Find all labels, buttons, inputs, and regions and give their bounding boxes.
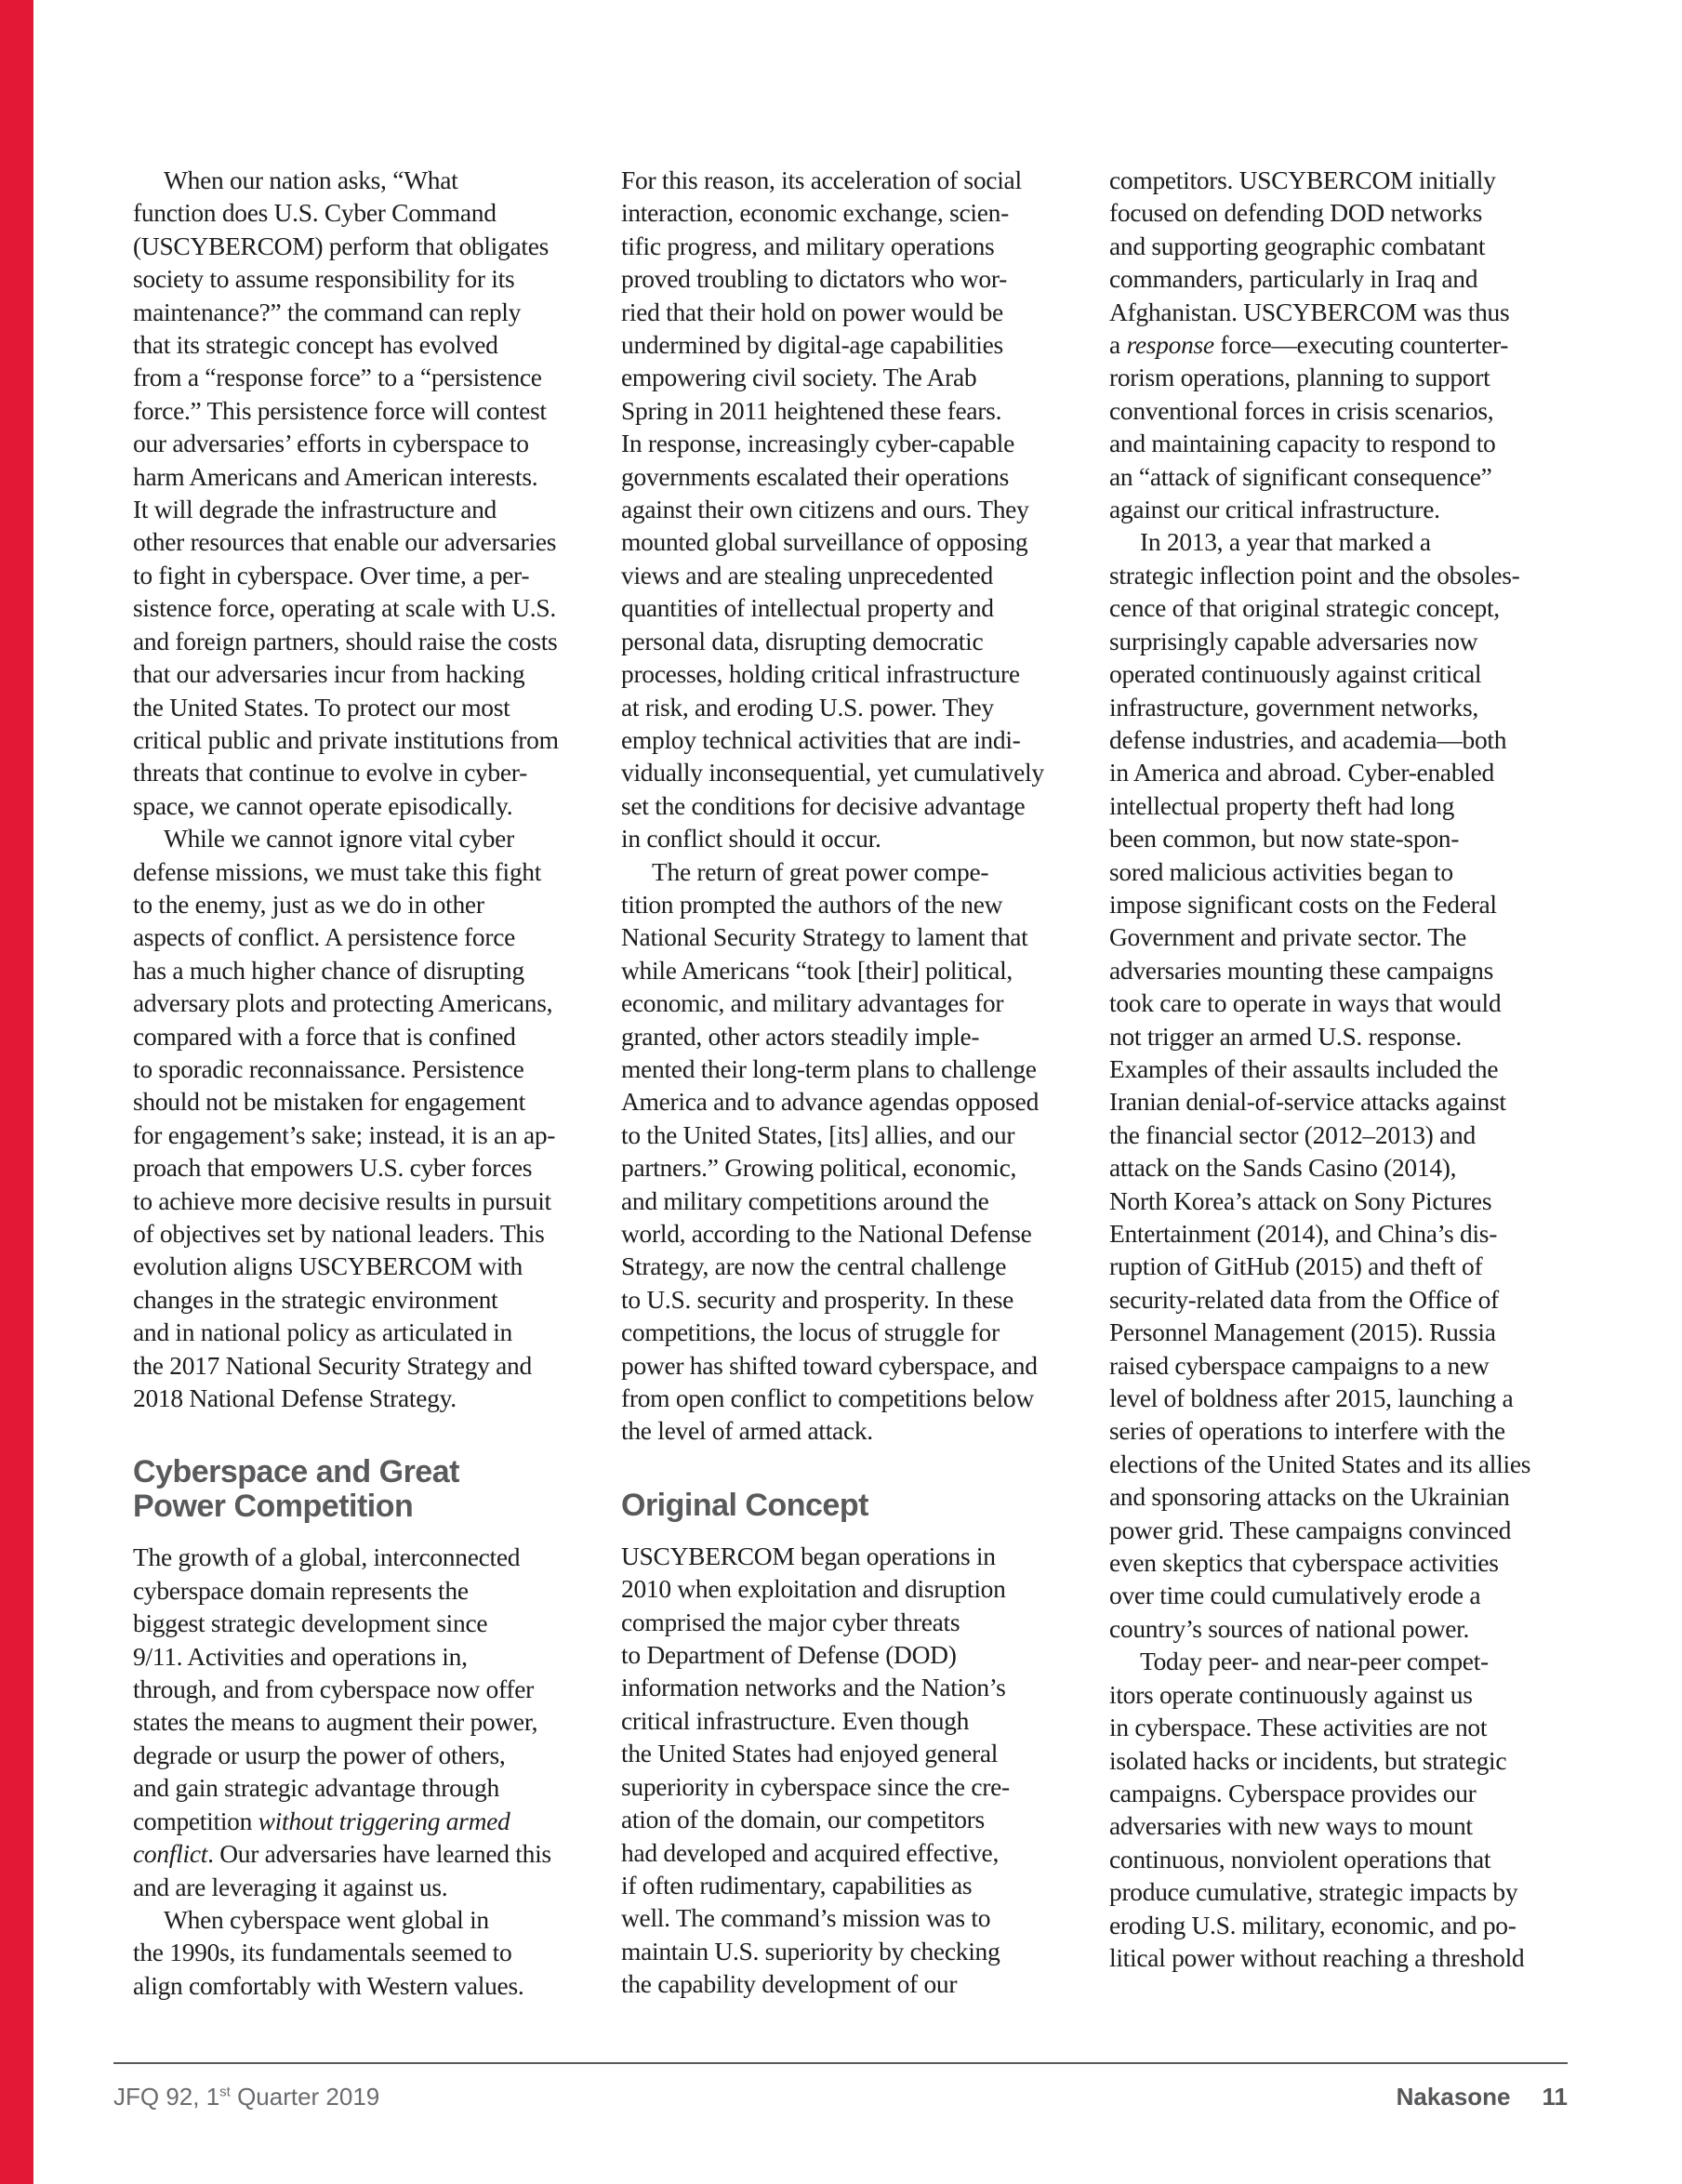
text-line: evolution aligns USCYBERCOM with [133,1251,523,1281]
text-line: adversary plots and protecting Americans, [133,988,553,1018]
text-line: if often rudimentary, capabilities as [621,1870,973,1899]
text-line: defense industries, and academia—both [1109,724,1507,754]
text-line: Afghanistan. USCYBERCOM was thus [1109,297,1510,326]
footer-ordinal-suffix: st [219,2084,231,2100]
text-line: National Security Strategy to lament that [621,922,1028,952]
text-line: The growth of a global, interconnected [133,1542,521,1572]
text-line: and sponsoring attacks on the Ukrainian [1109,1482,1510,1512]
text-line: sistence force, operating at scale with U.S. [133,593,556,623]
text-line: in America and abroad. Cyber-enabled [1109,758,1494,788]
footer-rule [113,2062,1568,2064]
text-line: campaigns. Cyberspace provides our [1109,1778,1477,1807]
text-line: 2018 National Defense Strategy. [133,1383,457,1413]
text-line: litical power without reaching a threshold [1109,1942,1525,1972]
text-line: ruption of GitHub (2015) and theft of [1109,1251,1483,1281]
text-line: superiority in cyberspace since the cre- [621,1771,1010,1801]
text-line: quantities of intellectual property and [621,593,994,623]
text-line: in cyberspace. These activities are not [1109,1713,1488,1742]
text-line: 9/11. Activities and operations in, [133,1641,468,1671]
text-line: well. The command’s mission was to [621,1903,991,1933]
text-line: continuous, nonviolent operations that [1109,1844,1491,1873]
text-line: It will degrade the infrastructure and [133,495,497,524]
text-line: USCYBERCOM began operations in [621,1541,996,1570]
text-line: tific progress, and military operations [621,231,995,260]
text-line: The return of great power compe- [652,856,989,886]
text-line: through, and from cyberspace now offer [133,1674,534,1704]
text-line: had developed and acquired effective, [621,1837,1000,1867]
footer-author: Nakasone [1396,2083,1511,2111]
text-line: critical public and private institutions from [133,724,559,754]
text-line: Strategy, are now the central challenge [621,1251,1007,1281]
text-line: at risk, and eroding U.S. power. They [621,692,994,721]
text-line: maintenance?” the command can reply [133,297,522,326]
text-line: the financial sector (2012–2013) and [1109,1119,1476,1149]
text-line: degrade or usurp the power of others, [133,1740,506,1769]
text-line: personal data, disrupting democratic [621,626,984,655]
text-line: strategic inflection point and the obsoles- [1109,560,1520,589]
text-line: the United States. To protect our most [133,692,510,721]
text-line: economic, and military advantages for [621,988,1004,1018]
text-line: governments escalated their operations [621,461,1009,491]
page-number: 11 [1542,2083,1568,2111]
text-line: defense missions, we must take this fight [133,856,542,886]
text-line: a response force—executing counterter- [1109,330,1509,360]
text-line: space, we cannot operate episodically. [133,790,513,820]
text-line: attack on the Sands Casino (2014), [1109,1153,1457,1183]
text-line: partners.” Growing political, economic, [621,1153,1017,1183]
text-line: and military competitions around the [621,1185,989,1215]
text-column-3 [1109,164,1574,1974]
text-line: from open conflict to competitions below [621,1383,1034,1413]
text-line: set the conditions for decisive advantage [621,790,1026,820]
text-line: North Korea’s attack on Sony Pictures [1109,1185,1492,1215]
text-line: mounted global surveillance of opposing [621,527,1028,557]
text-line: world, according to the National Defense [621,1219,1032,1248]
text-line: to sporadic reconnaissance. Persistence [133,1053,524,1083]
text-line: rorism operations, planning to support [1109,363,1490,392]
text-line: conflict. Our adversaries have learned this [133,1839,551,1869]
text-line: against their own citizens and ours. They [621,495,1029,524]
text-line: When our nation asks, “What [164,165,458,194]
text-line: Iranian denial-of-service attacks against [1109,1087,1506,1117]
text-line: Personnel Management (2015). Russia [1109,1317,1496,1347]
text-line: Today peer- and near-peer compet- [1140,1647,1489,1676]
text-line: that its strategic concept has evolved [133,330,498,360]
text-line: Entertainment (2014), and China’s dis- [1109,1219,1498,1248]
text-line: itors operate continuously against us [1109,1679,1473,1709]
text-line: views and are stealing unprecedented [621,560,993,589]
text-line: of objectives set by national leaders. This [133,1219,545,1248]
text-line: harm Americans and American interests. [133,461,538,491]
text-line: threats that continue to evolve in cyber- [133,758,527,788]
text-line: information networks and the Nation’s [621,1673,1006,1702]
text-line: In 2013, a year that marked a [1140,527,1431,557]
text-line: adversaries mounting these campaigns [1109,955,1494,985]
text-line: and maintaining capacity to respond to [1109,429,1496,458]
text-line: the level of armed attack. [621,1416,873,1446]
text-line: and supporting geographic combatant [1109,231,1486,260]
text-line: When cyberspace went global in [164,1904,489,1934]
text-line: adversaries with new ways to mount [1109,1811,1473,1841]
text-line: and foreign partners, should raise the costs [133,626,558,655]
text-line: In response, increasingly cyber-capable [621,429,1014,458]
text-line: to achieve more decisive results in pursuit [133,1185,551,1215]
text-line: series of operations to interfere with the [1109,1416,1505,1446]
text-line: competitors. USCYBERCOM initially [1109,165,1496,194]
text-line: to the United States, [its] allies, and our [621,1119,1015,1149]
footer-issue-post: Quarter 2019 [237,2083,380,2111]
text-line: America and to advance agendas opposed [621,1087,1040,1117]
text-line: biggest strategic development since [133,1608,488,1638]
text-line: align comfortably with Western values. [133,1970,524,2000]
section-heading-line: Original Concept [621,1487,868,1523]
text-line: commanders, particularly in Iraq and [1109,264,1478,294]
text-line: the United States had enjoyed general [621,1739,999,1768]
text-line: has a much higher chance of disrupting [133,955,524,985]
text-line: proved troubling to dictators who wor- [621,264,1007,294]
text-line: comprised the major cyber threats [621,1607,960,1636]
text-line: in conflict should it occur. [621,824,881,854]
text-line: other resources that enable our adversaries [133,527,557,557]
text-line: ried that their hold on power would be [621,297,1003,326]
text-line: granted, other actors steadily imple- [621,1021,980,1051]
text-line: elections of the United States and its allies [1109,1449,1531,1478]
text-line: While we cannot ignore vital cyber [164,824,514,854]
text-line: mented their long-term plans to challenge [621,1053,1037,1083]
text-line: Government and private sector. The [1109,922,1467,952]
text-line: Examples of their assaults included the [1109,1053,1499,1083]
text-line: that our adversaries incur from hacking [133,659,525,689]
text-line: Spring in 2011 heightened these fears. [621,395,1002,425]
text-column-1 [133,164,598,2002]
text-line: an “attack of significant consequence” [1109,461,1492,491]
text-line: infrastructure, government networks, [1109,692,1478,721]
text-line: over time could cumulatively erode a [1109,1581,1481,1610]
footer-issue-pre: JFQ 92, 1 [113,2083,220,2111]
text-line: changes in the strategic environment [133,1284,498,1314]
text-line: took care to operate in ways that would [1109,988,1502,1018]
text-column-2 [621,164,1086,2001]
text-line: and are leveraging it against us. [133,1872,448,1901]
footer-issue-info [113,2083,379,2111]
text-line: to Department of Defense (DOD) [621,1640,957,1670]
text-line: country’s sources of national power. [1109,1613,1470,1643]
text-line: society to assume responsibility for its [133,264,515,294]
text-line: impose significant costs on the Federal [1109,889,1497,919]
text-line: critical infrastructure. Even though [621,1705,970,1735]
text-line: against our critical infrastructure. [1109,495,1440,524]
text-line: the 2017 National Security Strategy and [133,1350,532,1380]
text-line: cyberspace domain represents the [133,1575,469,1605]
text-line: focused on defending DOD networks [1109,198,1482,228]
text-line: from a “response force” to a “persistence [133,363,542,392]
text-line: 2010 when exploitation and disruption [621,1574,1006,1604]
text-line: produce cumulative, strategic impacts by [1109,1877,1518,1907]
text-line: (USCYBERCOM) perform that obligates [133,231,550,260]
text-line: vidually inconsequential, yet cumulatively [621,758,1044,788]
text-line: isolated hacks or incidents, but strategic [1109,1745,1507,1775]
text-line: to fight in cyberspace. Over time, a per- [133,560,530,589]
section-heading-line: Power Competition [133,1489,414,1525]
footer-author-page [1397,2083,1568,2111]
text-line: states the means to augment their power, [133,1707,538,1737]
section-heading [621,1489,1086,1523]
text-line: sored malicious activities began to [1109,856,1453,886]
text-line: even skeptics that cyberspace activities [1109,1548,1499,1578]
text-line: eroding U.S. military, economic, and po- [1109,1910,1516,1939]
text-line: conventional forces in crisis scenarios, [1109,395,1494,425]
text-line: surprisingly capable adversaries now [1109,626,1478,655]
text-line: our adversaries’ efforts in cyberspace to [133,429,529,458]
text-line: undermined by digital-age capabilities [621,330,1003,360]
text-line: competition without triggering armed [133,1806,510,1835]
text-line: force.” This persistence force will contest [133,395,547,425]
text-line: to U.S. security and prosperity. In these [621,1284,1014,1314]
text-line: while Americans “took [their] political, [621,955,1013,985]
text-line: the 1990s, its fundamentals seemed to [133,1938,512,1967]
text-line: aspects of conflict. A persistence force [133,922,516,952]
text-line: compared with a force that is confined [133,1021,516,1051]
page-edge-red-stripe [0,0,33,2184]
text-line: power has shifted toward cyberspace, and [621,1350,1038,1380]
text-line: security-related data from the Office of [1109,1284,1499,1314]
text-line: to the enemy, just as we do in other [133,889,484,919]
text-line: power grid. These campaigns convinced [1109,1515,1512,1544]
text-line: competitions, the locus of struggle for [621,1317,1000,1347]
text-line: raised cyberspace campaigns to a new [1109,1350,1490,1380]
text-line: ation of the domain, our competitors [621,1805,985,1834]
text-line: proach that empowers U.S. cyber forces [133,1153,533,1183]
text-line: interaction, economic exchange, scien- [621,198,1009,228]
text-line: maintain U.S. superiority by checking [621,1936,1000,1966]
text-line: and in national policy as articulated in [133,1317,513,1347]
text-line: the capability development of our [621,1969,958,1999]
text-line: cence of that original strategic concept, [1109,593,1500,623]
text-line: operated continuously against critical [1109,659,1482,689]
text-line: tition prompted the authors of the new [621,889,1003,919]
section-heading [133,1455,598,1524]
text-line: processes, holding critical infrastructure [621,659,1020,689]
text-line: not trigger an armed U.S. response. [1109,1021,1462,1051]
text-line: function does U.S. Cyber Command [133,198,497,228]
text-line: empowering civil society. The Arab [621,363,977,392]
text-line: level of boldness after 2015, launching a [1109,1383,1514,1413]
text-line: For this reason, its acceleration of social [621,165,1022,194]
text-line: been common, but now state-spon- [1109,824,1460,854]
text-line: intellectual property theft had long [1109,790,1455,820]
text-line: should not be mistaken for engagement [133,1087,525,1117]
text-line: for engagement’s sake; instead, it is an ap- [133,1119,556,1149]
text-line: and gain strategic advantage through [133,1773,499,1803]
text-line: employ technical activities that are indi- [621,724,1021,754]
section-heading-line: Cyberspace and Great [133,1454,459,1490]
